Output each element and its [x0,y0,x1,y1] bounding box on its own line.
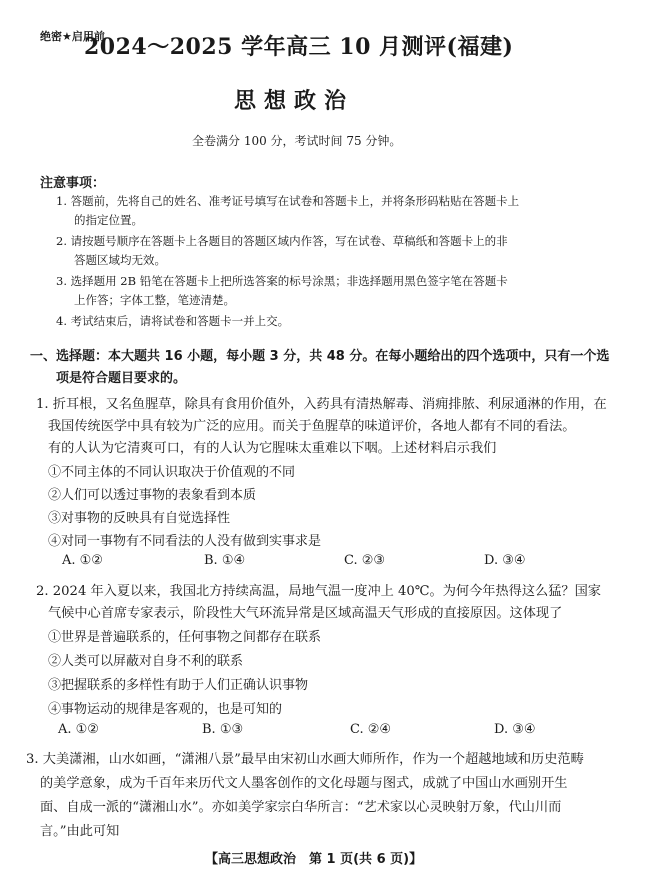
question-2-choice-c: C. ②④ [350,722,392,737]
question-1-option: ③对事物的反映具有自觉选择性 [48,511,231,526]
note-line: 2. 请按题号顺序在答题卡上各题目的答题区域内作答，写在试卷、草稿纸和答题卡上的非 [56,234,508,248]
question-1-option: ②人们可以透过事物的表象看到本质 [48,488,257,503]
exam-title: 2024～2025 学年高三 10 月测评(福建) [84,34,514,60]
question-1-choice-b: B. ①④ [204,553,246,568]
section-heading-cont: 项是符合题目要求的。 [56,371,187,386]
question-1-stem: 有的人认为它清爽可口，有的人认为它腥味太重难以下咽。上述材料启示我们 [48,441,497,456]
page-footer: 【高三思想政治 第 1 页(共 6 页)】 [205,852,423,867]
question-3-stem: 面、自成一派的“潇湘山水”。亦如美学家宗白华所言：“艺术家以心灵映射万象，代山川而 [40,800,562,815]
note-line: 的指定位置。 [74,213,143,227]
question-1-option: ④对同一事物有不同看法的人没有做到实事求是 [48,534,322,549]
question-1-choice-c: C. ②③ [344,553,386,568]
question-1-option: ①不同主体的不同认识取决于价值观的不同 [48,465,296,480]
question-3-stem: 的美学意象，成为千百年来历代文人墨客创作的文化母题与图式，成就了中国山水画别开生 [40,776,568,791]
question-3-stem: 言。”由此可知 [40,824,120,839]
question-2-option: ②人类可以屏蔽对自身不利的联系 [48,654,244,669]
question-1-stem: 1. 折耳根，又名鱼腥草，除具有食用价值外，入药具有清热解毒、消痈排脓、利尿通淋的作用，在 [36,397,607,412]
question-1-choice-a: A. ①② [62,553,103,568]
question-1-choice-d: D. ③④ [484,553,526,568]
question-2-choice-a: A. ①② [58,722,99,737]
note-line: 1. 答题前，先将自己的姓名、准考证号填写在试卷和答题卡上，并将条形码粘贴在答题卡上 [56,194,520,208]
question-2-stem: 气候中心首席专家表示，阶段性大气环流异常是区域高温天气形成的直接原因。这体现了 [48,606,563,621]
secret-label: 绝密★启用前 [40,30,105,43]
question-1-stem: 我国传统医学中具有较为广泛的应用。而关于鱼腥草的味道评价，各地人都有不同的看法。 [48,419,576,434]
full-score-info: 全卷满分 100 分，考试时间 75 分钟。 [192,134,402,148]
note-line: 4. 考试结束后，请将试卷和答题卡一并上交。 [56,314,290,328]
note-line: 上作答；字体工整，笔迹清楚。 [74,293,235,307]
note-line: 答题区域均无效。 [74,253,166,267]
question-2-choice-b: B. ①③ [202,722,244,737]
note-line: 3. 选择题用 2B 铅笔在答题卡上把所选答案的标号涂黑；非选择题用黑色签字笔在答题卡 [56,274,508,288]
question-2-choice-d: D. ③④ [494,722,536,737]
notes-title: 注意事项： [40,176,106,191]
question-2-option: ①世界是普遍联系的，任何事物之间都存在联系 [48,630,322,645]
section-heading: 一、选择题：本大题共 16 小题，每小题 3 分，共 48 分。在每小题给出的四个选项中，只有一个选 [30,349,610,364]
question-2-stem: 2. 2024 年入夏以来，我国北方持续高温，局地气温一度冲上 40℃。为何今年热得这么猛？国家 [36,584,601,599]
question-3-stem: 3. 大美潇湘，山水如画，“潇湘八景”最早由宋初山水画大师所作，作为一个超越地域和历史范畴 [26,752,584,767]
question-2-option: ④事物运动的规律是客观的，也是可知的 [48,702,283,717]
question-2-option: ③把握联系的多样性有助于人们正确认识事物 [48,678,309,693]
subject-title: 思想政治 [234,89,355,114]
